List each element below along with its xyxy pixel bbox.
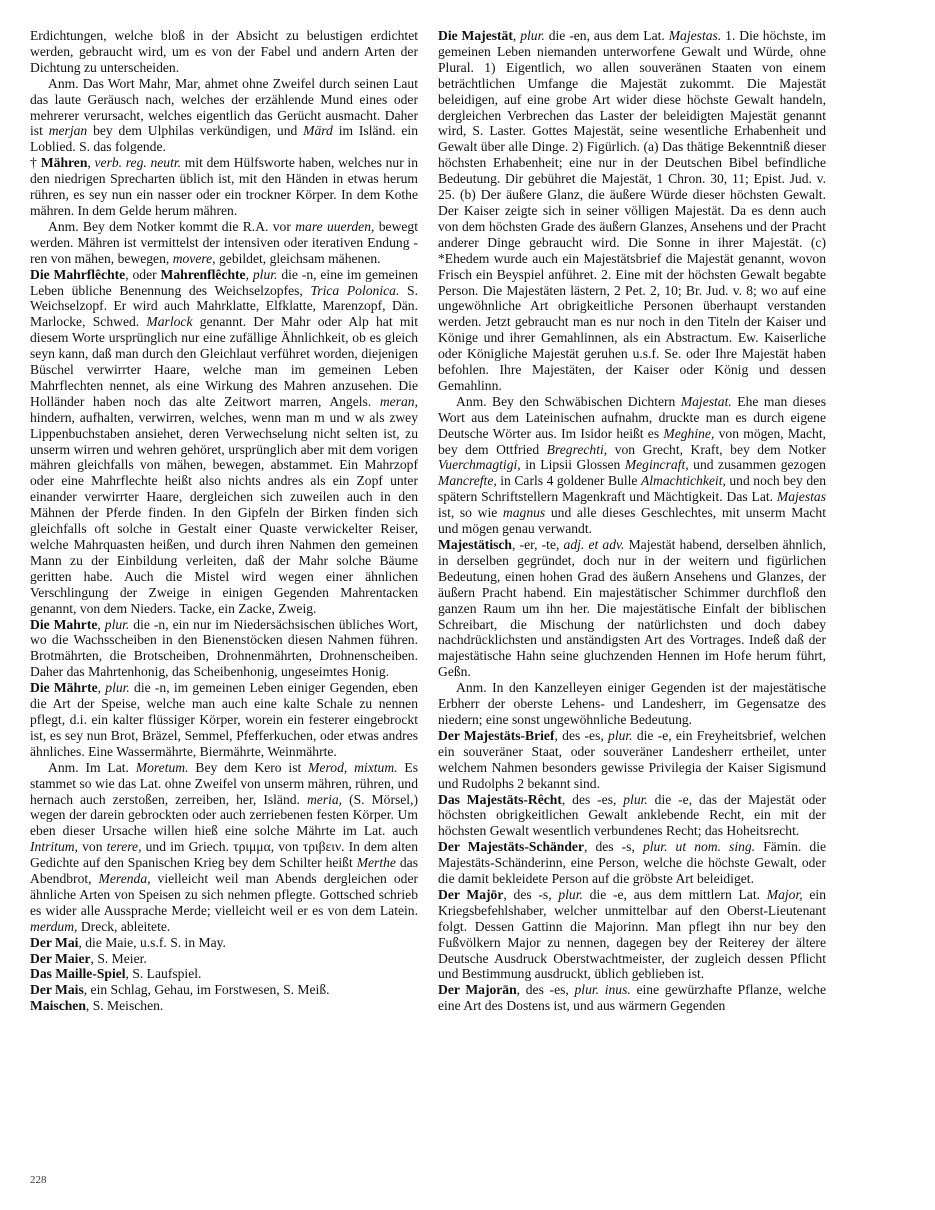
dictionary-entry: Der Majōr, des -s, plur. die -e, aus dem mittlern Lat. Major, ein Kriegsbefehlshaber, welcher unmittelbar auf den Oberst-Lieutenant folgt. Dessen Gattinn die Majorinn. Man pflegt ihn nur bey den Fußvölkern Major zu nennen, dagegen bey der Reiterey der ältere Deutsche Ausdruck Oberstwachtmeister, der zugleich dessen Pflicht und Bestimmung ausdruckt, üblich geblieben ist.	[438, 886, 826, 982]
left-column	[30, 28, 418, 1014]
right-column	[438, 28, 826, 1014]
dictionary-entry: Der Maier, S. Meier.	[30, 950, 147, 966]
page-number: 228	[30, 1174, 47, 1186]
dictionary-entry: Das Maille-Spiel, S. Laufspiel.	[30, 966, 202, 982]
dictionary-entry: Das Majestäts-Rêcht, des -es, plur. die -e, das der Majestät oder höchsten obrigkeitlichen Gewalt anklebende Recht, ein mit der höchsten Gewalt wesentlich verbundenes Recht; das Hoheitsrecht.	[438, 791, 826, 839]
dictionary-entry: Majestätisch, -er, -te, adj. et adv. Majestät habend, derselben ähnlich, in derselben gegründet, doch nur in der weitern und figürlichen Bedeutung, einen hohen Grad des äußern Ansehens und Glanzes, der äußern Pracht habend. Ein majestätischer Schimmer durchfloß den ganzen Raum um ihn her. Die majestätische Einfalt der biblischen Schreibart, die Mischung der natürlichsten und doch dabey nachdrücklichsten und anständigsten Art des Vortrages. Indeß daß der majestätische Hahn seine gluchzenden Hennen im Hofe herum führt, Geßn.	[438, 537, 826, 680]
dictionary-entry: Erdichtungen, welche bloß in der Absicht zu belustigen erdichtet werden, gebraucht wird, um es von der Fabel und andern Arten der Dichtung zu unterscheiden.	[30, 28, 418, 75]
dictionary-entry: Maischen, S. Meischen.	[30, 998, 164, 1014]
annotation-paragraph: Anm. Bey dem Notker kommt die R.A. vor mare uuerden, bewegt werden. Mähren ist vermittelst der intensiven oder iterativen Endung -ren von mähen, bewegen, movere, gebildet, gleichsam mähenen.	[30, 218, 418, 266]
dictionary-entry: Die Mährte, plur. die -n, im gemeinen Leben einiger Gegenden, eben die Art der Speise, welche man auch eine kalte Schale zu nennen pflegt, d.i. ein kalter flüssiger Körper, worein ein festerer eingebrockt ist, es sey nun Brot, Bräzel, Semmel, Pfefferkuchen, oder etwas andres ähnliches. Eine Wassermährte, Biermährte, Weinmährte.	[30, 680, 418, 759]
dictionary-entry: † Mähren, verb. reg. neutr. mit dem Hülfsworte haben, welches nur in den niedrigen Sprecharten üblich ist, mit den Händen in etwas herum rühren, es sey nun ein nasser oder ein trockner Körper. In dem Kothe mähren. In dem Gelde herum mähren.	[30, 155, 419, 218]
annotation-paragraph: Anm. Bey den Schwäbischen Dichtern Majestat. Ehe man dieses Wort aus dem Lateinischen aufnahm, druckte man es durch eigene Deutsche Wörter aus. Im Isidor heißt es Meghine, von mögen, Macht, bey dem Ottfried Bregrechti, von Grecht, Kraft, bey dem Notker Vuerchmagtigi, in Lipsii Glossen Megincraft, und zusammen gezogen Mancrefte, in Carls 4 goldener Bulle Almachtichkeit, und noch bey den spätern Schriftstellern Magenkraft und Mächtigkeit. Das Lat. Majestas ist, so wie magnus und alle dieses Geschlechtes, mit unserm Macht und mögen genau verwandt.	[438, 393, 827, 537]
annotation-paragraph: Anm. Im Lat. Moretum. Bey dem Kero ist Merod, mixtum. Es stammet so wie das Lat. ohne Zweifel von unserm mähren, rühren, und hernach auch zerstoßen, zerreiben, her, Isländ. meria, (S. Mörsel,) wegen der darein gebrockten oder auch zerriebenen festen Körper. Um eben dieser Ursache willen hieß eine solche Mährte im Lat. auch Intritum, von terere, und im Griech. τριμμα, von τριβειν. In dem alten Gedichte auf den Spanischen Krieg bey dem Schilter heißt Merthe das Abendbrot, Merenda, vielleicht weil man Abends dergleichen oder ähnliche Arten von Speisen zu sich nehmen pflegte. Gottsched schrieb es wider alle Aussprache Merde; vielleicht weil er es von dem Latein. merdum, Dreck, ableitete.	[30, 759, 419, 934]
dictionary-entry: Die Mahrte, plur. die -n, ein nur im Niedersächsischen übliches Wort, wo die Wachsscheiben in den Bienenstöcken diesen Nahmen führen. Brotmährten, die Brotscheiben, Drohnenmährten, Drohnenscheiben. Daher das Mahrtenhonig, das Scheibenhonig, ungeseimtes Honig.	[30, 616, 418, 680]
dictionary-entry: Der Mais, ein Schlag, Gehau, im Forstwesen, S. Meiß.	[30, 982, 330, 998]
dictionary-entry: Der Majestäts-Schänder, des -s, plur. ut nom. sing. Fämin. die Majestäts-Schänderinn, eine Person, welche die höchste Gewalt, oder die damit bekleidete Person auf die gröbste Art beleidiget.	[438, 839, 826, 887]
dictionary-entry: Die Majestät, plur. die -en, aus dem Lat. Majestas. 1. Die höchste, im gemeinen Leben niemanden unterworfene Gewalt und Würde, ohne Plural. 1) Eigentlich, wo allen souveränen Staaten von einem beträchtlichen Umfange die Majestät zukommt. Die Majestät beleidigen, auf eine grobe Art wider diese höchste Gewalt handeln, dergleichen Verbrechen das Laster der beleidigten Majestät genannt wird, S. Laster. Gottes Majestät, seine wesentliche Erhabenheit und Gewalt über alle Dinge. 2) Figürlich. (a) Das thätige Bekenntniß dieser höchsten Erhabenheit; eine nur in der Deutschen Bibel befindliche Bedeutung. Dir gebühret die Majestät, 1 Chron. 30, 11; Epist. Jud. v. 25. (b) Der äußere Glanz, die äußere Würde dieser höchsten Gewalt. Der Kaiser zeigte sich in seiner völligen Majestät. Da es denn auch von dem höchsten Grade des äußern Glanzes, Ansehens und der Pracht anderer Dinge gebraucht wird. Die Sonne in ihrer Majestät. (c) *Ehedem wurde auch ein Majestätsbrief die Majestät genannt, wovon Frisch ein Beyspiel anführet. 2. Eine mit der höchsten Gewalt begabte Person. Die Majestäten lästern, 2 Pet. 2, 10; Br. Jud. v. 8; wo auf eine ungewöhnliche Art obrigkeitliche Personen überhaupt verstanden werden. Jetzt gebraucht man es nur noch in den Titeln der Kaiser und Könige und ihrer Gemahlinnen, als ein Abstractum. Ew. Kaiserliche oder Königliche Majestät geruhen u.s.f. Se. oder Ihre Majestät haben befohlen. Ihre Majestäten, der Kaiser oder König und dessen Gemahlinn.	[438, 28, 827, 393]
dictionary-entry: Der Majorān, des -es, plur. inus. eine gewürzhafte Pflanze, welche eine Art des Dostens ist, und aus wärmern Gegenden	[438, 982, 826, 1014]
dictionary-entry: Der Mai, die Maie, u.s.f. S. in May.	[30, 934, 226, 950]
annotation-paragraph: Anm. In den Kanzelleyen einiger Gegenden ist der majestätische Erbherr der oberste Lehens- und Landesherr, im Gegensatze des niedern; eine sonst ungewöhnliche Bedeutung.	[438, 680, 826, 727]
annotation-paragraph: Anm. Das Wort Mahr, Mar, ahmet ohne Zweifel durch seinen Laut das laute Geräusch nach, welches der erzählende Mund eines oder mehrerer verursacht, welches eigentlich das Gerücht ausmacht. Daher ist merjan bey dem Ulphilas verkündigen, und Märd im Isländ. ein Loblied. S. das folgende.	[30, 75, 418, 155]
dictionary-entry: Der Majestäts-Brief, des -es, plur. die -e, ein Freyheitsbrief, welchen ein souveräner Staat, oder souveräner Landesherr ertheilet, unter welchem Nahmen besonders gewisse Privilegia der Kaiser Sigismund und Rudolphs 2 bekannt sind.	[438, 727, 826, 791]
dictionary-entry: Die Mahrflêchte, oder Mahrenflêchte, plur. die -n, eine im gemeinen Leben übliche Benennung des Weichselzopfes, Trica Polonica. S. Weichselzopf. Er wird auch Mahrklatte, Elfklatte, Marenzopf, Dän. Marlocke, Schwed. Marlock genannt. Der Mahr oder Alp hat mit diesem Worte ursprünglich nur eine zufällige Ähnlichkeit, ob es gleich seyn kann, daß man durch den Gleichlaut verführet worden, diejenigen Büschel verwirrter Haare, welche man im gemeinen Leben Mahrflechten nennet, als eine Wirkung des Mahren anzusehen. Die Holländer haben noch das alte Zeitwort marren, Angels. meran, hindern, aufhalten, verwirren, welches, wenn man m und w als zwey Lippenbuchstaben ansiehet, deren Verwechselung nicht selten ist, zu unserm wirren und wehren gehöret, ursprünglich aber mit dem vorigen mähren gleichfalls von mähen, bewegen, abstammet. Ein Mahrzopf oder eine Mahrflechte heißt also nichts andres als ein Zopf unter einander verwirrter Haare, dergleichen sich zuweilen auch in den Mähnen der Pferde finden. In den Gipfeln der Birken finden sich gleichfalls oft solche in Gestalt einer Quaste verwickelter Reiser, welche Mahrquasten heißen, und durch ihren Nahmen den gemeinen Mann zu der Einbildung verleiten, daß der Mahr solche Bäume geritten habe. Auch die Mistel wird wegen einer ähnlichen Verschlingung der Zweige in einigen Gegenden Mahrentacken genannt, von dem Nieders. Tacke, ein Zacke, Zweig.	[30, 266, 418, 616]
